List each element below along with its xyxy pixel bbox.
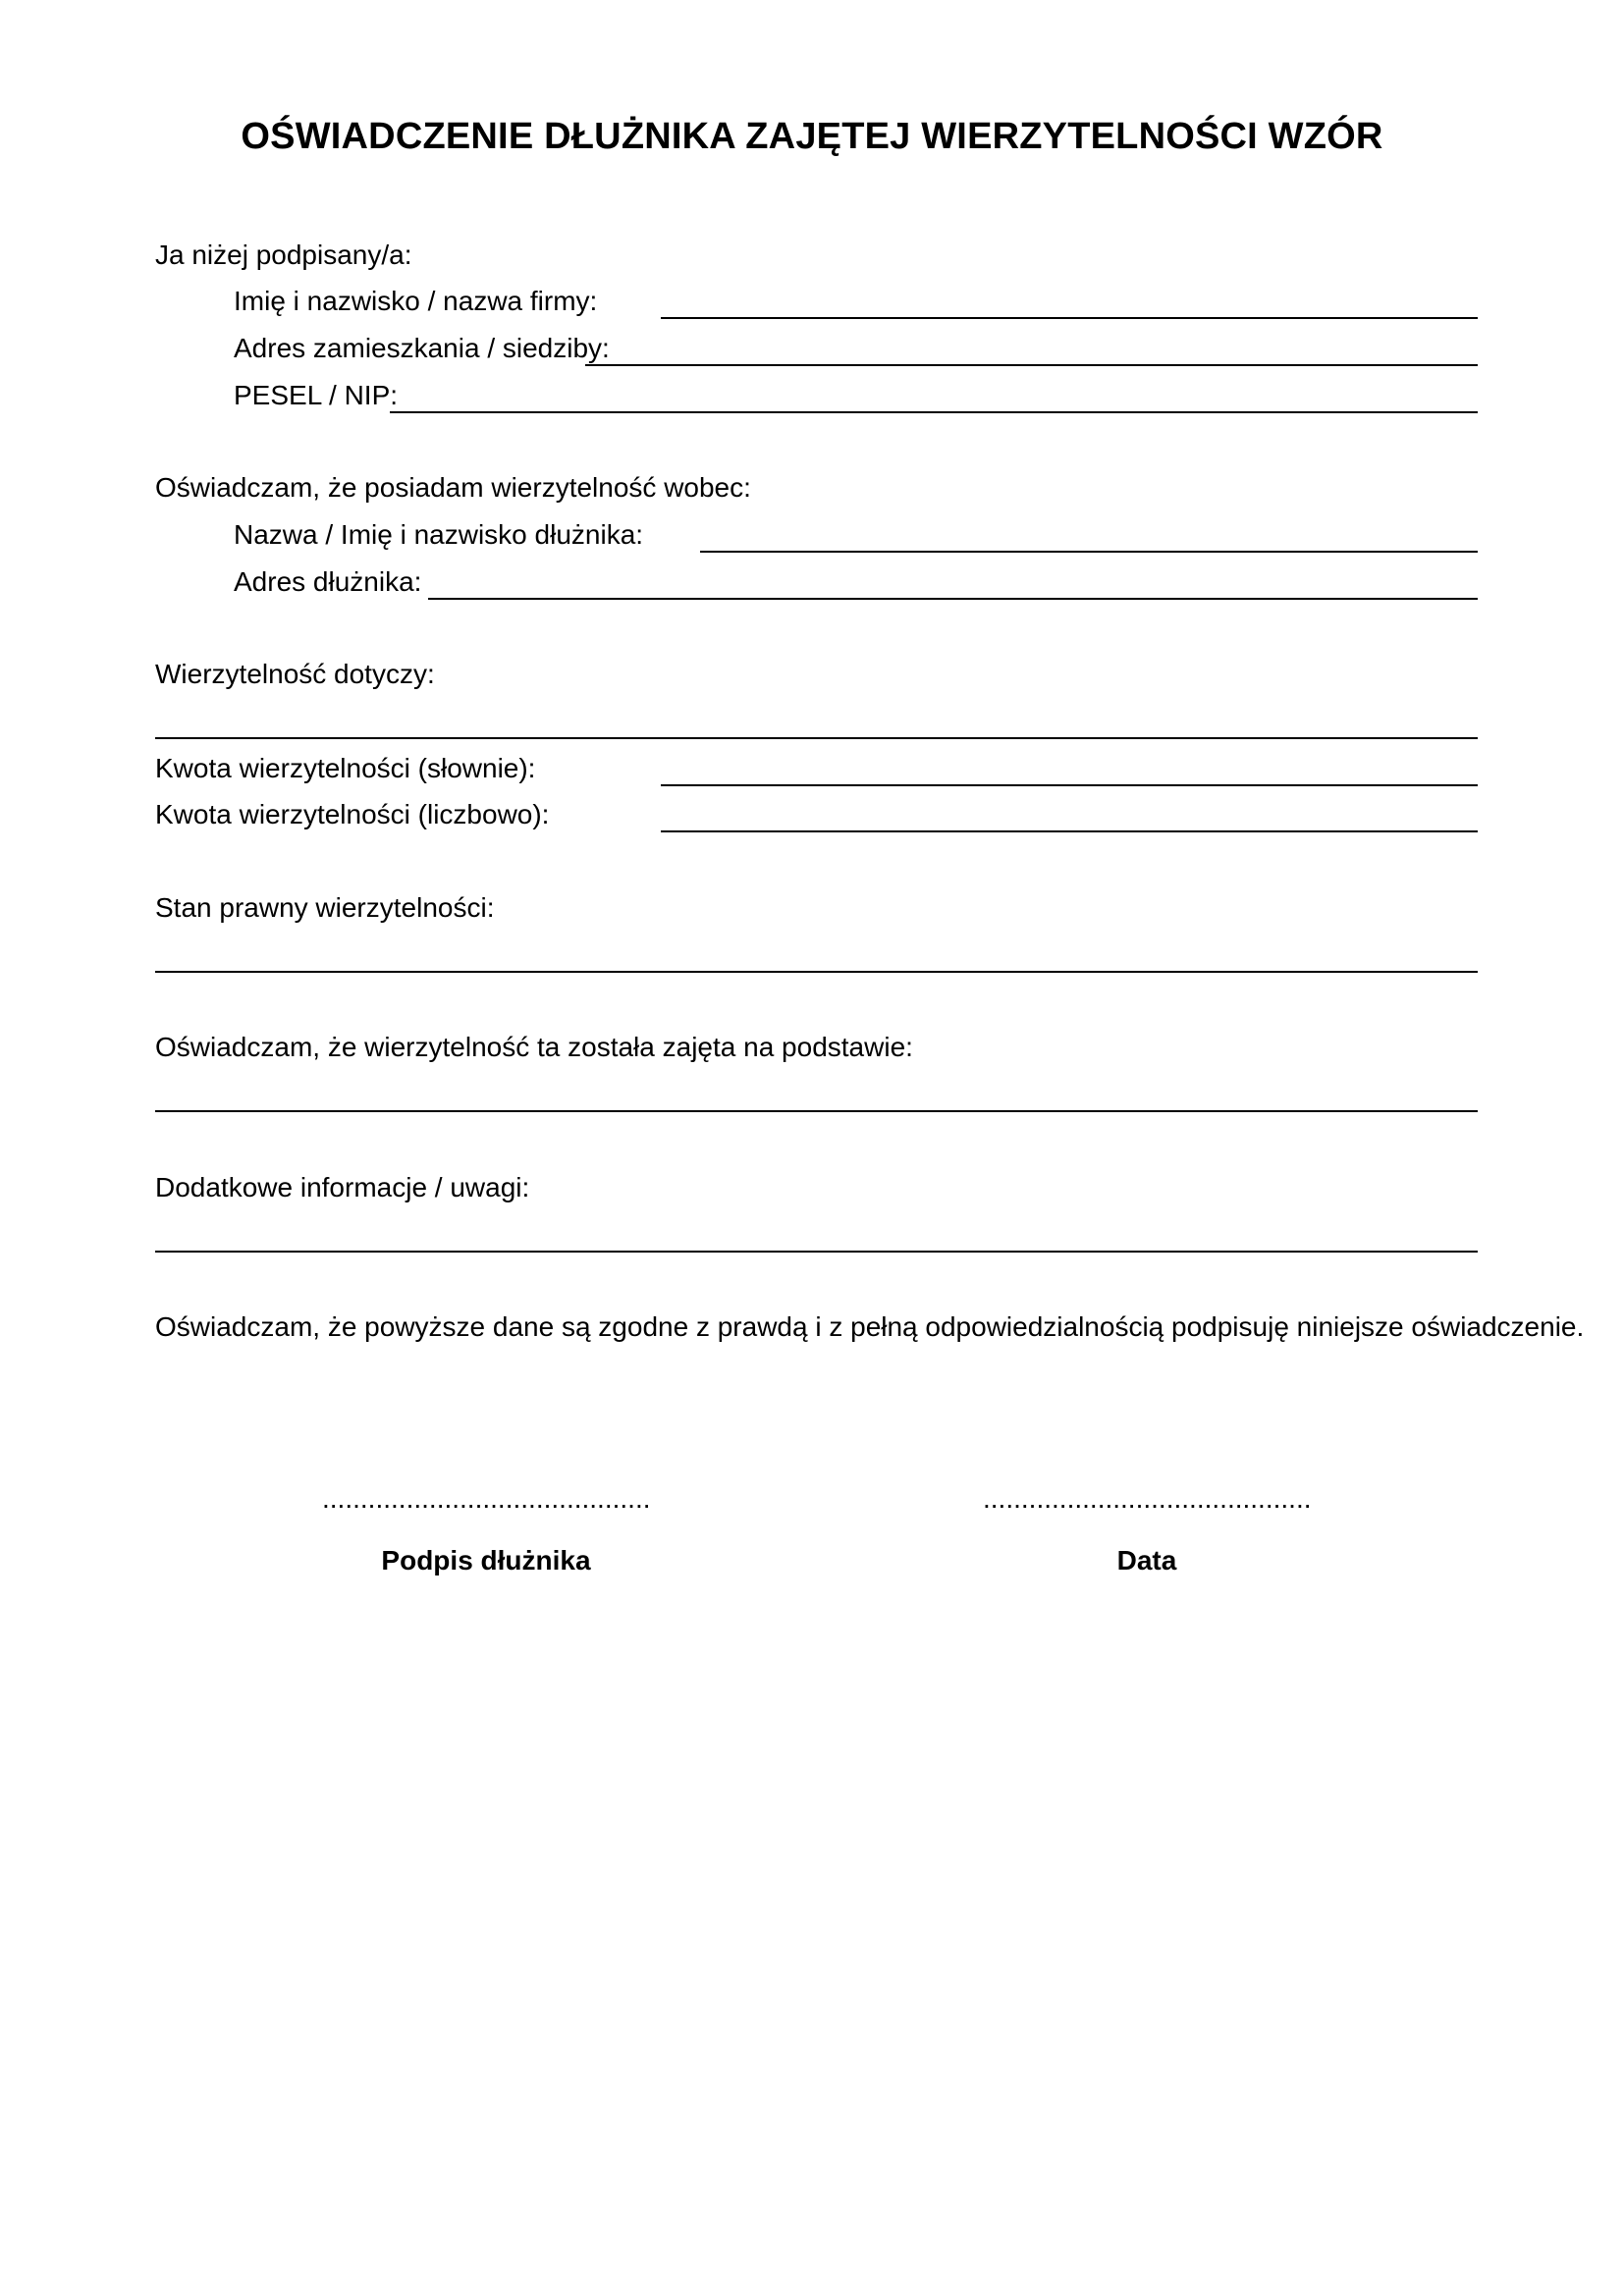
debtor-name-label: Nazwa / Imię i nazwisko dłużnika:: [234, 519, 644, 550]
date-label: Data: [1116, 1545, 1177, 1575]
claim-seizure-basis-field[interactable]: [155, 1110, 1478, 1112]
document-title: OŚWIADCZENIE DŁUŻNIKA ZAJĘTEJ WIERZYTELNOŚCI WZÓR: [241, 116, 1383, 157]
claim-notes-field[interactable]: [155, 1251, 1478, 1253]
claim-amount-number-label: Kwota wierzytelności (liczbowo):: [155, 799, 550, 829]
declarant-address-label: Adres zamieszkania / siedziby:: [234, 333, 610, 363]
claim-amount-number-field[interactable]: [661, 830, 1478, 832]
claim-concerns-label: Wierzytelność dotyczy:: [155, 659, 435, 689]
claim-amount-words-label: Kwota wierzytelności (słownie):: [155, 753, 536, 783]
debtor-address-label: Adres dłużnika:: [234, 566, 422, 597]
claim-amount-words-field[interactable]: [661, 784, 1478, 786]
claim-concerns-field[interactable]: [155, 737, 1478, 739]
debtor-name-field[interactable]: [700, 551, 1478, 553]
declarant-name-label: Imię i nazwisko / nazwa firmy:: [234, 286, 598, 316]
debtor-address-field[interactable]: [428, 598, 1478, 600]
declarant-address-field[interactable]: [585, 364, 1478, 366]
claim-legal-status-label: Stan prawny wierzytelności:: [155, 892, 495, 923]
date-dots-line[interactable]: ...........................................: [983, 1483, 1312, 1514]
claim-legal-status-field[interactable]: [155, 971, 1478, 973]
signature-dots-line[interactable]: ...........................................: [322, 1483, 651, 1514]
claim-notes-label: Dodatkowe informacje / uwagi:: [155, 1172, 530, 1202]
declarant-intro: Ja niżej podpisany/a:: [155, 240, 412, 270]
signature-label: Podpis dłużnika: [381, 1545, 591, 1575]
claim-seizure-basis-label: Oświadczam, że wierzytelność ta została zajęta na podstawie:: [155, 1032, 913, 1062]
declarant-pesel-field[interactable]: [390, 411, 1478, 413]
declarant-name-field[interactable]: [661, 317, 1478, 319]
closing-statement: Oświadczam, że powyższe dane są zgodne z prawdą i z pełną odpowiedzialnością podpisuję niniejsze oświadczenie.: [155, 1311, 1585, 1342]
declarant-pesel-label: PESEL / NIP:: [234, 380, 399, 410]
debtor-intro: Oświadczam, że posiadam wierzytelność wobec:: [155, 472, 751, 503]
